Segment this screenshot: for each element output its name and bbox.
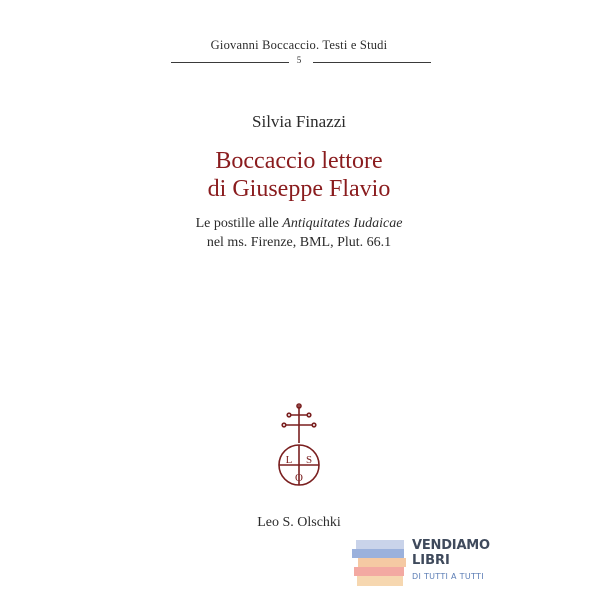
logo-letter-l: L <box>285 454 293 466</box>
watermark-line-1: VENDIAMO <box>412 538 490 553</box>
subtitle-prefix: Le postille alle <box>195 216 283 231</box>
series-number: 5 <box>296 55 302 65</box>
book-cover <box>168 0 430 600</box>
book-stack-icon <box>352 538 408 588</box>
watermark-line-2: LIBRI <box>412 553 450 568</box>
watermark-book-2 <box>352 549 404 558</box>
subtitle-line-2: nel ms. Firenze, BML, Plut. 66.1 <box>206 235 392 250</box>
series-title: Giovanni Boccaccio. Testi e Studi <box>210 38 388 52</box>
watermark-book-1 <box>356 540 404 549</box>
series-rule-right <box>313 62 431 63</box>
subtitle-italic: Antiquitates Iudaicae <box>282 216 403 231</box>
publisher-name: Leo S. Olschki <box>257 515 341 530</box>
watermark-book-3 <box>358 558 406 567</box>
author-name: Silvia Finazzi <box>252 112 346 131</box>
watermark-book-5 <box>357 576 403 586</box>
subtitle-line-1 <box>168 216 430 232</box>
watermark-book-4 <box>354 567 404 576</box>
watermark <box>352 538 502 588</box>
logo-letter-s: S <box>305 454 313 466</box>
olschki-cross-emblem-icon <box>275 403 323 499</box>
logo-letter-o: O <box>295 472 303 484</box>
book-title-line-1: Boccaccio lettore <box>215 148 383 174</box>
watermark-line-3: DI TUTTI A TUTTI <box>412 572 484 581</box>
book-title-line-2: di Giuseppe Flavio <box>207 176 391 202</box>
